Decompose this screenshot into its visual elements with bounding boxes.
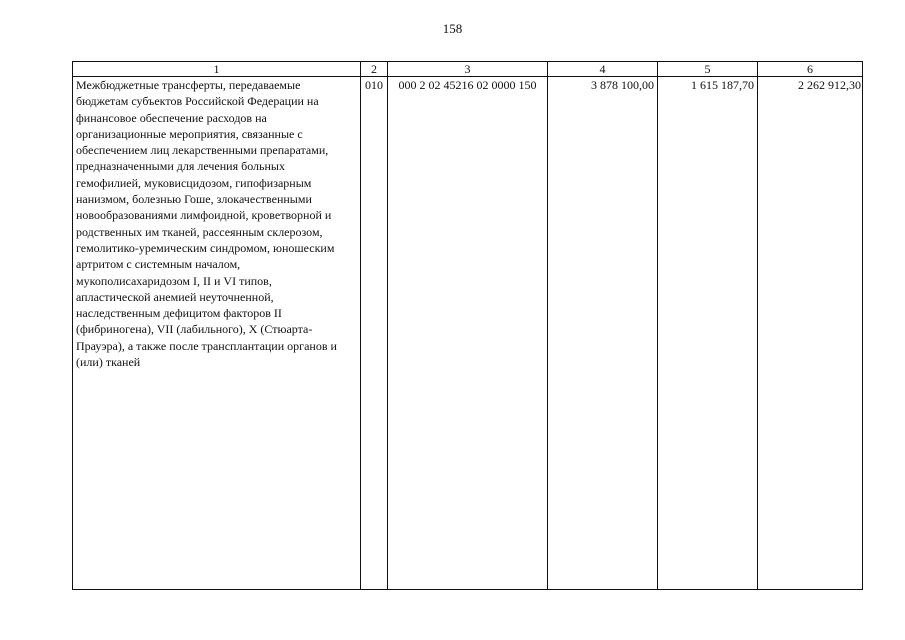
column-header-4: 4 <box>599 62 606 76</box>
row-admin-code: 010 <box>365 78 383 92</box>
column-divider <box>757 62 758 589</box>
row-description: Межбюджетные трансферты, передаваемые бюджетам субъектов Российской Федерации на финансовое обеспечение расходов на организационные мероприятия, связанные с обеспечением лиц лекарственными препаратами, предназначенными для лечения больных гемофилией, муковисцидозом, гипофизарным нанизмом, болезнью Гоше, злокачественными новообразованиями лимфоидной, кроветворной и родственных им тканей, рассеянным склерозом, гемолитико-уремическим синдромом, юношеским артритом с системным началом, мукополисахаридозом I, II и VI типов, апластической анемией неуточненной, наследственным дефицитом факторов II (фибриногена), VII (лабильного), X (Стюарта- Прауэра), а также после трансплантации органов и (или) тканей <box>76 78 337 370</box>
row-amount-col4: 3 878 100,00 <box>591 78 654 92</box>
column-divider <box>547 62 548 589</box>
column-header-1: 1 <box>213 62 220 76</box>
column-header-6: 6 <box>807 62 813 76</box>
column-header-5: 5 <box>704 62 711 76</box>
row-amount-col5: 1 615 187,70 <box>691 78 754 92</box>
column-divider <box>360 62 361 589</box>
row-amount-col6: 2 262 912,30 <box>798 78 861 92</box>
row-classification-code: 000 2 02 45216 02 0000 150 <box>398 78 537 92</box>
budget-table <box>72 61 863 590</box>
column-divider <box>387 62 388 589</box>
column-header-3: 3 <box>464 62 471 76</box>
page-number: 158 <box>442 21 463 36</box>
column-header-2: 2 <box>371 62 377 76</box>
column-divider <box>657 62 658 589</box>
